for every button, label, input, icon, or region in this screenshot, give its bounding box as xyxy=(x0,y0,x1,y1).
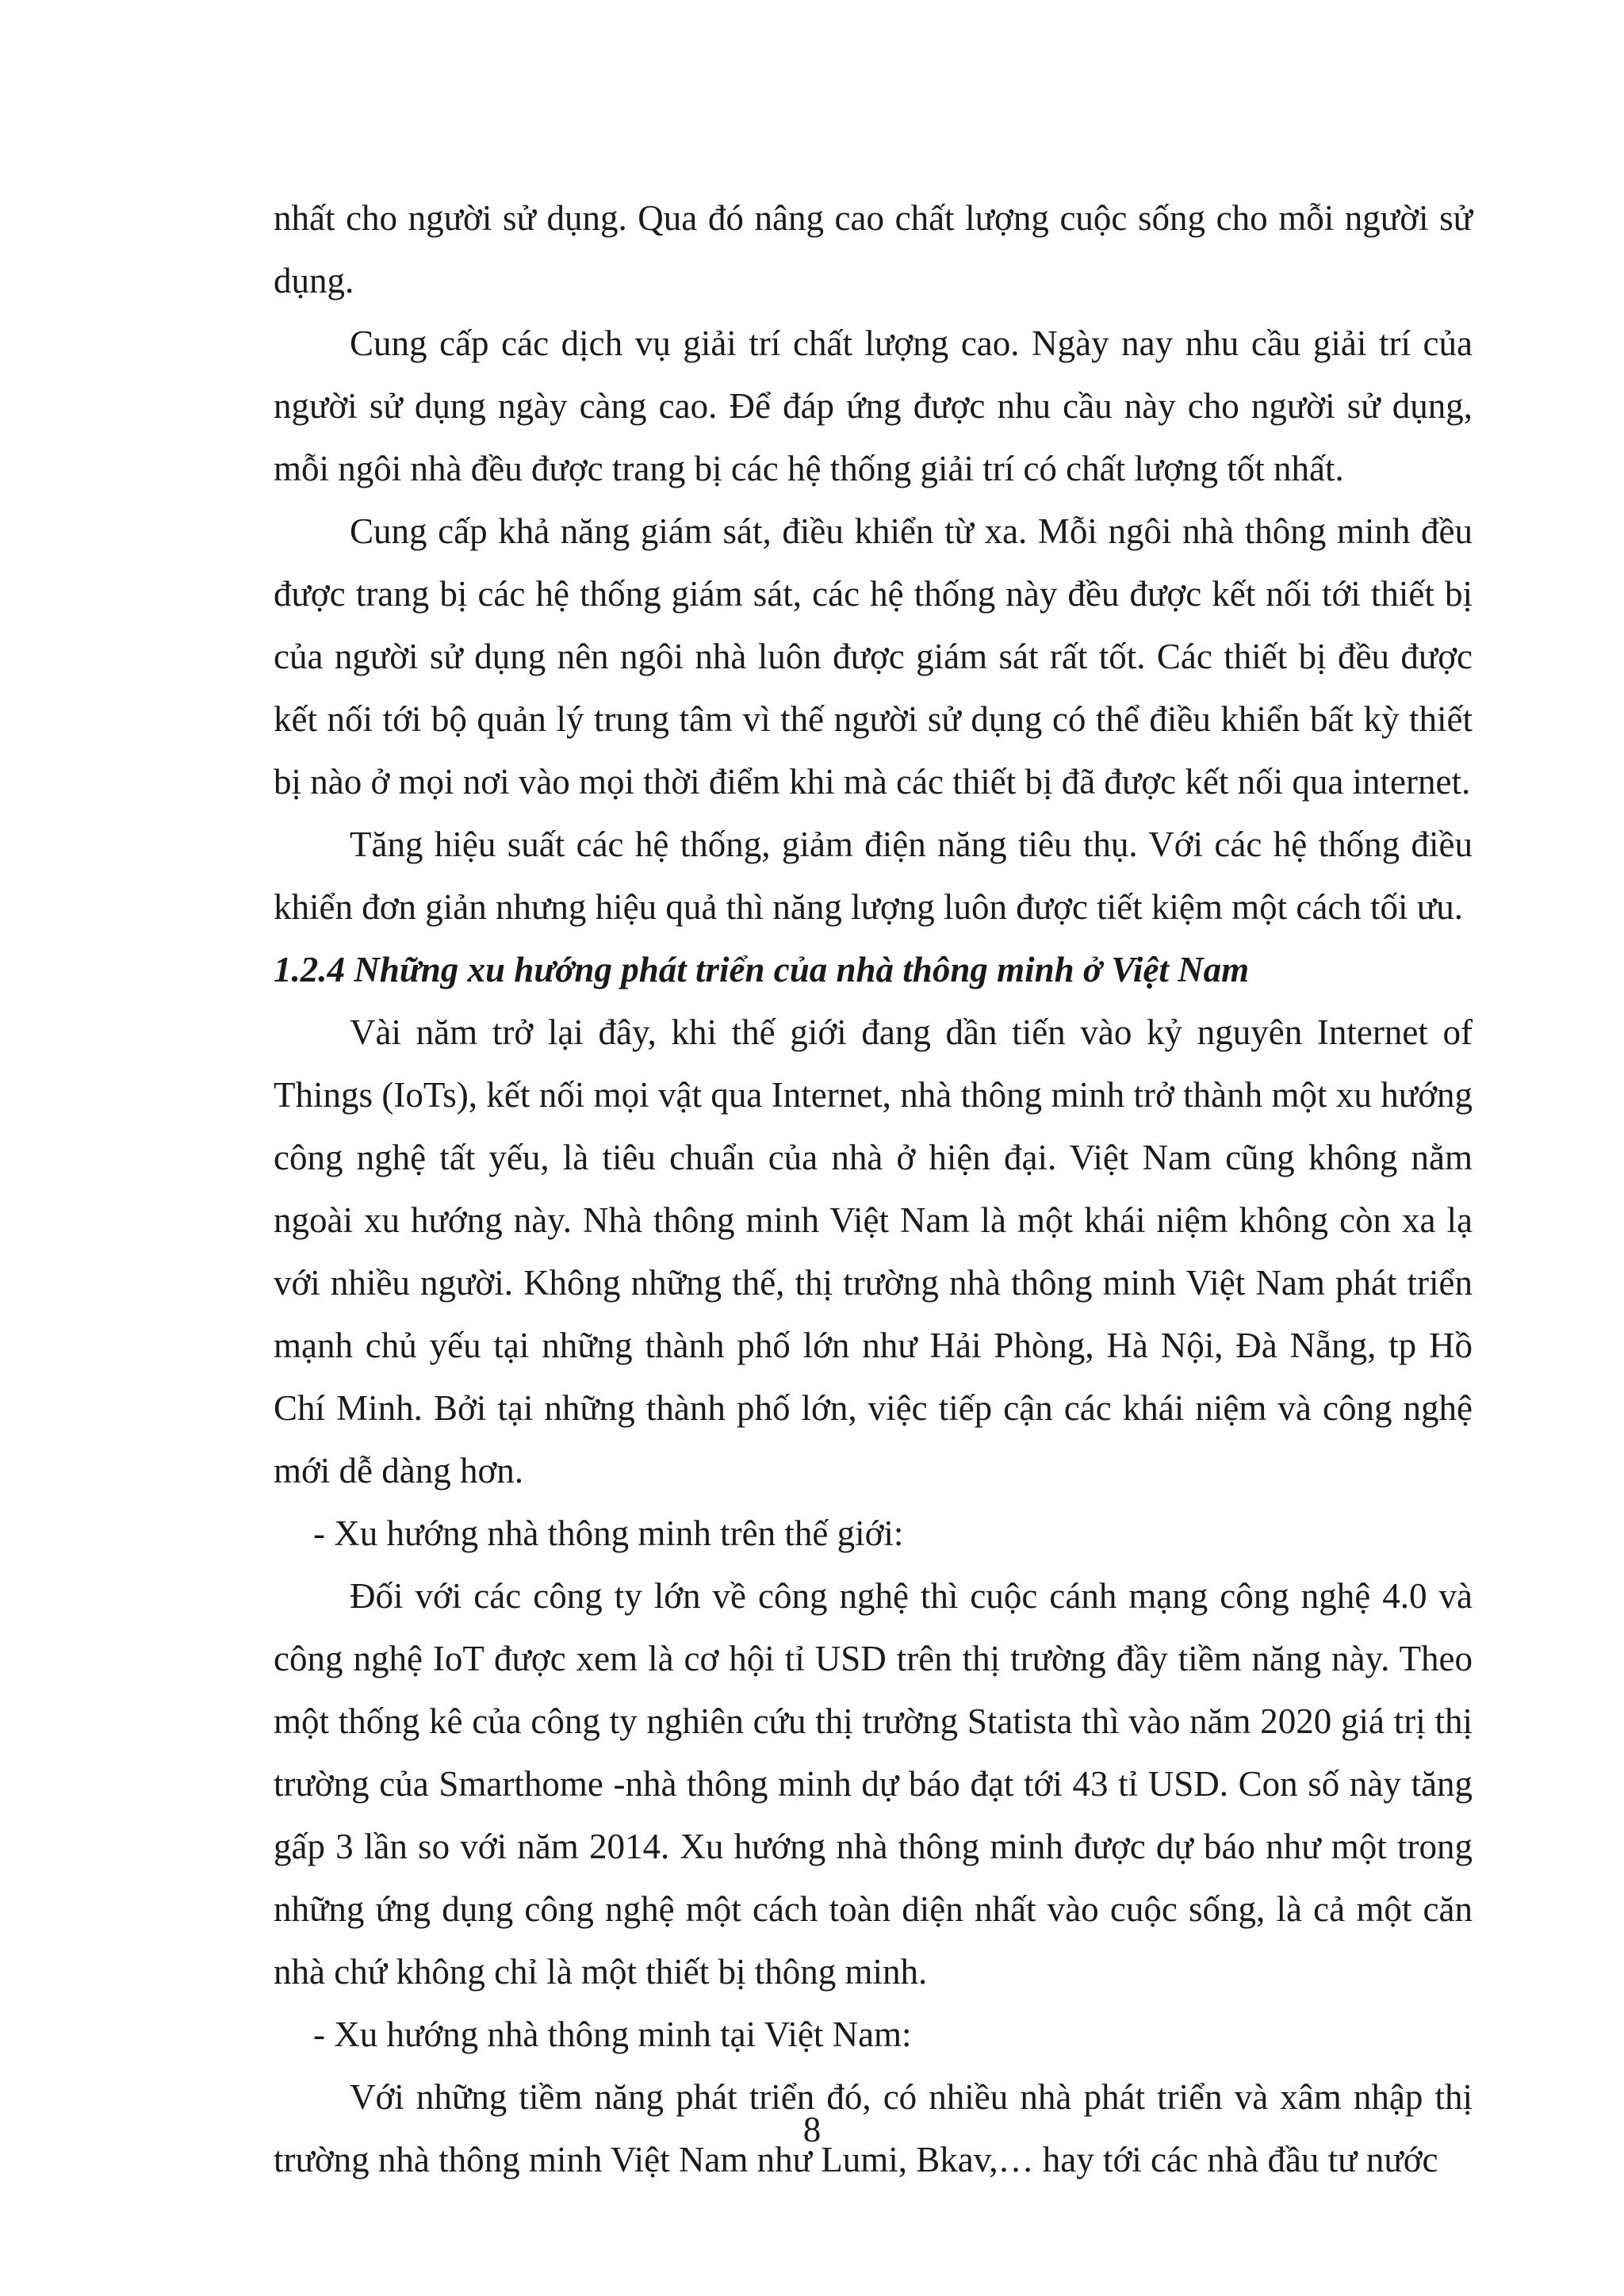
paragraph-iot-trend: Vài năm trở lại đây, khi thế giới đang dần tiến vào kỷ nguyên Internet of Things (IoTs), kết nối mọi vật qua Internet, nhà thông minh trở thành một xu hướng công nghệ tất yếu, là tiêu chuẩn của nhà ở hiện đại. Việt Nam cũng không nằm ngoài xu hướng này. Nhà thông minh Việt Nam là một khái niệm không còn xa lạ với nhiều người. Không những thế, thị trường nhà thông minh Việt Nam phát triển mạnh chủ yếu tại những thành phố lớn như Hải Phòng, Hà Nội, Đà Nẵng, tp Hồ Chí Minh. Bởi tại những thành phố lớn, việc tiếp cận các khái niệm và công nghệ mới dễ dàng hơn. xyxy=(274,1012,1473,1490)
bullet-world-trend: - Xu hướng nhà thông minh trên thế giới: xyxy=(313,1513,904,1553)
paragraph-vietnam-developers: Với những tiềm năng phát triển đó, có nhiều nhà phát triển và xâm nhập thị trường nhà thông minh Việt Nam như Lumi, Bkav,… hay tới các nhà đầu tư nước xyxy=(274,2077,1473,2179)
paragraph-continuation: nhất cho người sử dụng. Qua đó nâng cao chất lượng cuộc sống cho mỗi người sử dụng. xyxy=(274,198,1473,300)
section-heading: 1.2.4 Những xu hướng phát triển của nhà thông minh ở Việt Nam xyxy=(274,950,1250,989)
page-number: 8 xyxy=(802,2110,822,2149)
paragraph-remote-monitoring: Cung cấp khả năng giám sát, điều khiển từ xa. Mỗi ngôi nhà thông minh đều được trang bị các hệ thống giám sát, các hệ thống này đều được kết nối tới thiết bị của người sử dụng nên ngôi nhà luôn được giám sát rất tốt. Các thiết bị đều được kết nối tới bộ quản lý trung tâm vì thế người sử dụng có thể điều khiển bất kỳ thiết bị nào ở mọi nơi vào mọi thời điểm khi mà các thiết bị đã được kết nối qua internet. xyxy=(274,511,1473,802)
paragraph-energy-efficiency: Tăng hiệu suất các hệ thống, giảm điện năng tiêu thụ. Với các hệ thống điều khiển đơn giản nhưng hiệu quả thì năng lượng luôn được tiết kiệm một cách tối ưu. xyxy=(274,825,1473,927)
paragraph-market-statistics: Đối với các công ty lớn về công nghệ thì cuộc cánh mạng công nghệ 4.0 và công nghệ IoT được xem là cơ hội tỉ USD trên thị trường đầy tiềm năng này. Theo một thống kê của công ty nghiên cứu thị trường Statista thì vào năm 2020 giá trị thị trường của Smarthome -nhà thông minh dự báo đạt tới 43 tỉ USD. Con số này tăng gấp 3 lần so với năm 2014. Xu hướng nhà thông minh được dự báo như một trong những ứng dụng công nghệ một cách toàn diện nhất vào cuộc sống, là cả một căn nhà chứ không chỉ là một thiết bị thông minh. xyxy=(274,1576,1473,1992)
body-text xyxy=(274,187,1473,2191)
paragraph-entertainment: Cung cấp các dịch vụ giải trí chất lượng cao. Ngày nay nhu cầu giải trí của người sử dụng ngày càng cao. Để đáp ứng được nhu cầu này cho người sử dụng, mỗi ngôi nhà đều được trang bị các hệ thống giải trí có chất lượng tốt nhất. xyxy=(274,323,1473,488)
bullet-vietnam-trend: - Xu hướng nhà thông minh tại Việt Nam: xyxy=(313,2015,912,2054)
